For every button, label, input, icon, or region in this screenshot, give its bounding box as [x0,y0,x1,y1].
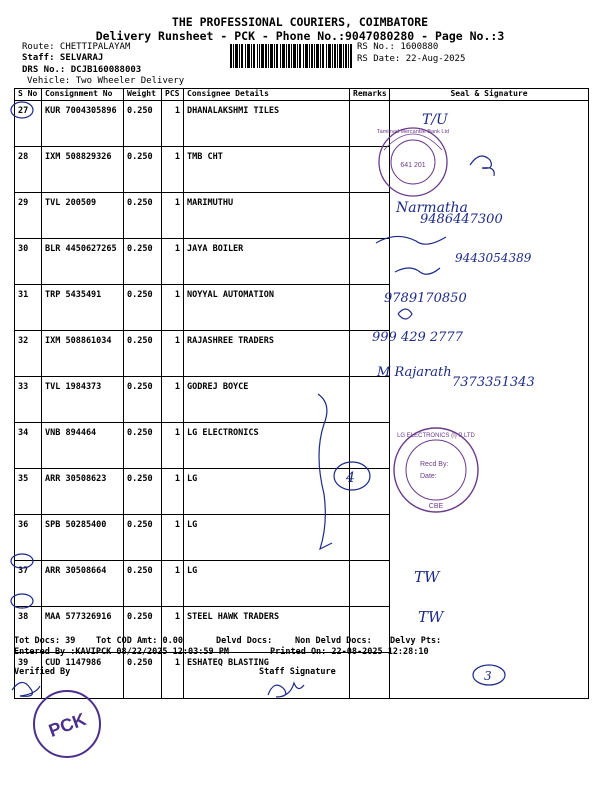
row-consignee: LG [184,515,350,561]
row-weight: 0.250 [124,239,162,285]
lg-stamp-cbe: CBE [428,503,444,510]
row-weight: 0.250 [124,561,162,607]
row-sno: 28 [15,147,42,193]
hand-four: 4 [346,470,355,486]
lg-stamp-name: LG ELECTRONICS (I) P LTD [397,433,475,439]
row-weight: 0.250 [124,147,162,193]
row-pcs: 1 [162,147,184,193]
pck-stamp-text: PCK [46,709,89,741]
row-consignment: IXM 508829326 [42,147,124,193]
row-weight: 0.250 [124,607,162,653]
row-consignee: JAYA BOILER [184,239,350,285]
row-sno: 33 [15,377,42,423]
entered-by: Entered By :KAVIPCK 08/22/2025 12:03:59 PM [14,647,229,657]
col-consignment: Consignment No [42,89,124,101]
table-row [15,469,589,515]
hand-phone5: 7373351343 [452,375,535,390]
row-remarks [350,193,390,239]
row-weight: 0.250 [124,285,162,331]
row-consignment: TVL 1984373 [42,377,124,423]
row-seal [390,193,589,239]
bank-stamp-code: 641 201 [400,162,426,169]
row-remarks [350,515,390,561]
row-remarks [350,147,390,193]
col-remarks: Remarks [350,89,390,101]
row-consignment: IXM 508861034 [42,331,124,377]
hand-tw1: T/U [422,112,448,128]
hand-narmatha: Narmatha [396,200,468,216]
tot-docs: Tot Docs: 39 [14,636,76,646]
row-sno: 27 [15,101,42,147]
row-consignee: TMB CHT [184,147,350,193]
hand-phone3: 9789170850 [384,291,467,306]
row-sno: 39 [15,653,42,699]
row-seal [390,101,589,147]
row-consignment: KUR 7004305896 [42,101,124,147]
page-subtitle: Delivery Runsheet - PCK - Phone No.:9047080280 - Page No.:3 [95,29,505,43]
row-pcs: 1 [162,561,184,607]
col-seal: Seal & Signature [390,89,589,101]
row-weight: 0.250 [124,469,162,515]
row-pcs: 1 [162,423,184,469]
row-seal [390,239,589,285]
table-row [15,147,589,193]
row-sno: 30 [15,239,42,285]
row-pcs: 1 [162,469,184,515]
row-weight: 0.250 [124,193,162,239]
row-sno: 34 [15,423,42,469]
table-row [15,561,589,607]
row-weight: 0.250 [124,653,162,699]
row-consignment: SPB 50285400 [42,515,124,561]
row-consignment: CUD 1147986 [42,653,124,699]
delvd-docs: Delvd Docs: [216,636,273,646]
row-weight: 0.250 [124,377,162,423]
row-sno: 38 [15,607,42,653]
table-row [15,423,589,469]
row-sno: 31 [15,285,42,331]
row-consignment: ARR 30508664 [42,561,124,607]
hand-rajarath: M Rajarath [377,365,452,380]
lg-stamp-recd: Recd By: [420,461,449,468]
hand-phone4: 999 429 2777 [372,330,463,345]
row-remarks [350,423,390,469]
hand-three: 3 [484,669,492,683]
row-consignee: ESHATEQ BLASTING [184,653,350,699]
barcode-icon [230,44,352,68]
row-consignee: RAJASHREE TRADERS [184,331,350,377]
row-weight: 0.250 [124,101,162,147]
row-pcs: 1 [162,101,184,147]
row-remarks [350,331,390,377]
non-delvd-docs: Non Delvd Docs: [295,636,372,646]
rs-no-label: RS No.: 1600880 [357,42,439,52]
row-pcs: 1 [162,607,184,653]
table-row [15,101,589,147]
table-header-row [15,89,589,101]
verified-by-label: Verified By [14,667,71,677]
col-weight: Weight [124,89,162,101]
row-consignee: NOYYAL AUTOMATION [184,285,350,331]
vehicle-label: Vehicle: Two Wheeler Delivery [27,76,185,86]
row-pcs: 1 [162,653,184,699]
table-row [15,377,589,423]
row-consignee: LG ELECTRONICS [184,423,350,469]
row-consignment: BLR 4450627265 [42,239,124,285]
row-pcs: 1 [162,331,184,377]
row-remarks [350,285,390,331]
row-weight: 0.250 [124,423,162,469]
row-remarks [350,377,390,423]
row-sno: 29 [15,193,42,239]
col-sno: S No [15,89,42,101]
tot-cod-amt: Tot COD Amt: 0.00 [96,636,183,646]
lg-stamp-date: Date: [420,473,437,480]
row-seal [390,377,589,423]
row-remarks [350,469,390,515]
row-remarks [350,653,390,699]
row-seal [390,285,589,331]
pck-stamp [34,691,100,757]
row-consignment: TVL 200509 [42,193,124,239]
rs-date-label: RS Date: 22-Aug-2025 [357,54,466,64]
row-sno: 35 [15,469,42,515]
runsheet-table [14,88,589,699]
route-label: Route: CHETTIPALAYAM [22,42,131,52]
row-pcs: 1 [162,285,184,331]
row-pcs: 1 [162,515,184,561]
row-consignee: GODREJ BOYCE [184,377,350,423]
col-consignee: Consignee Details [184,89,350,101]
row-pcs: 1 [162,193,184,239]
table-row [15,239,589,285]
bank-stamp-name: Tamilnad Mercantile Bank Ltd [376,129,450,135]
row-sno: 36 [15,515,42,561]
row-pcs: 1 [162,239,184,285]
row-consignee: LG [184,561,350,607]
row-weight: 0.250 [124,515,162,561]
drs-label: DRS No.: DCJB160088003 [22,65,142,75]
row-sno: 32 [15,331,42,377]
row-remarks [350,101,390,147]
table-row [15,515,589,561]
staff-signature-label: Staff Signature [259,667,336,677]
col-pcs: PCS [162,89,184,101]
row-consignee: LG [184,469,350,515]
table-row [15,193,589,239]
row-consignee: MARIMUTHU [184,193,350,239]
row-seal [390,653,589,699]
row-consignment: MAA 577326916 [42,607,124,653]
hand-tw2: TW [414,568,440,586]
row-consignee: STEEL HAWK TRADERS [184,607,350,653]
row-remarks [350,239,390,285]
hand-phone2: 9443054389 [455,251,532,265]
row-seal [390,147,589,193]
printed-on: Printed On: 22-08-2025 12:28:10 [270,647,429,657]
row-weight: 0.250 [124,331,162,377]
row-consignee: DHANALAKSHMI TILES [184,101,350,147]
row-pcs: 1 [162,377,184,423]
hand-phone1: 9486447300 [420,212,503,227]
table-row [15,285,589,331]
table-row [15,331,589,377]
row-remarks [350,561,390,607]
row-seal [390,423,589,469]
row-consignment: ARR 30508623 [42,469,124,515]
hand-tw3: TW [418,608,444,626]
page-title: THE PROFESSIONAL COURIERS, COIMBATORE [171,15,429,29]
row-seal [390,469,589,515]
row-seal [390,515,589,561]
row-consignment: VNB 894464 [42,423,124,469]
staff-label: Staff: SELVARAJ [22,53,104,63]
row-consignment: TRP 5435491 [42,285,124,331]
row-seal [390,331,589,377]
row-sno: 37 [15,561,42,607]
row-seal [390,561,589,607]
delvy-pts: Delvy Pts: [390,636,442,646]
